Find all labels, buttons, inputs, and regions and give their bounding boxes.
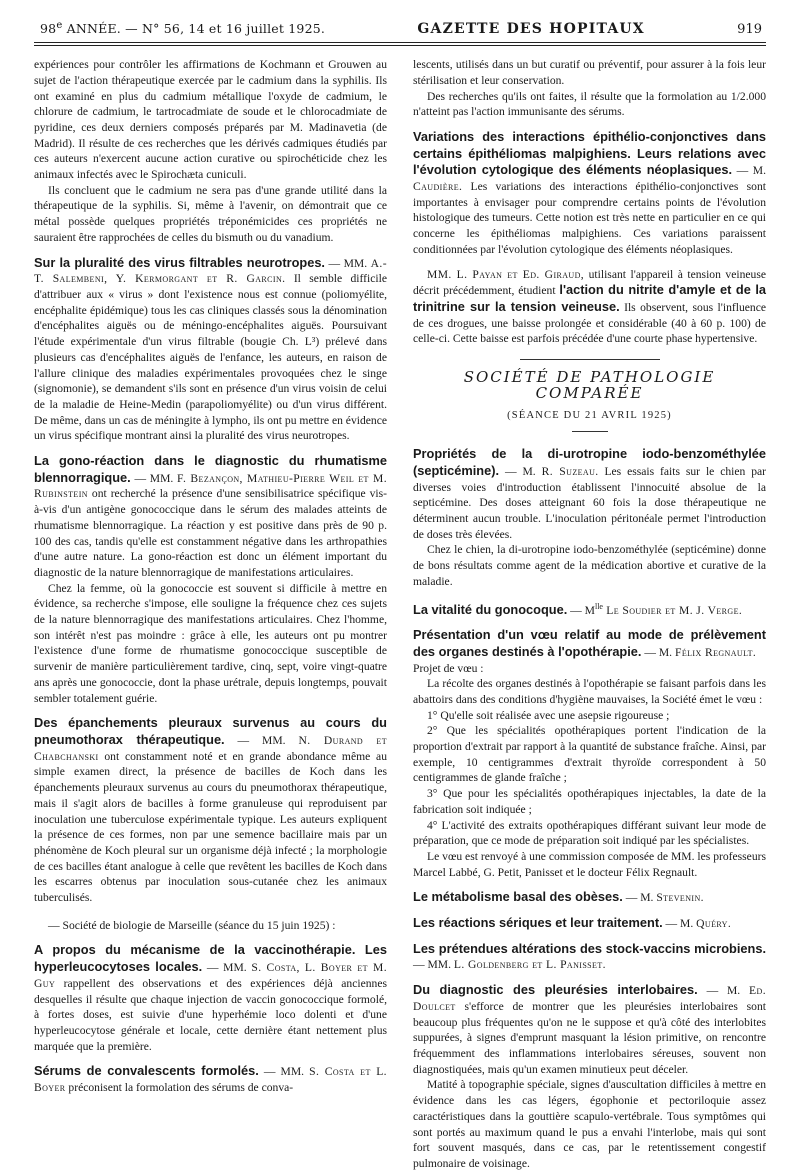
list-item: 3° Que pour les spécialités opothérapiques injectables, la date de la fabrication soit indiquée ; <box>413 787 766 816</box>
article-title: Des épanchements pleuraux survenus au cours du pneumothorax thérapeutique. <box>34 715 387 747</box>
article-authors: R. Suzeau. <box>541 464 599 478</box>
article-separator: — MM. <box>413 958 454 972</box>
article-authors: S. Costa, L. Boyer et M. Guy <box>34 961 387 990</box>
article-title: Variations des interactions épithélio-conjonctives dans certains épithéliomas malpighiens. Leurs relations avec l'évolution cytologique des éléments néoplasiques. <box>413 128 766 178</box>
article-authors: MM. L. Payan et Ed. Giraud, <box>427 267 585 281</box>
article-title: Le métabolisme basal des obèses. <box>413 889 623 905</box>
left-column <box>34 57 387 1171</box>
society-title: SOCIÉTÉ DE PATHOLOGIE COMPARÉE <box>463 368 716 402</box>
volume-suffix: e <box>56 20 63 31</box>
article <box>413 627 766 660</box>
article <box>34 1063 387 1095</box>
paragraph: lescents, utilisés dans un but curatif ou préventif, pour assurer à la fois leur stérilisation et leur conservation. <box>413 58 766 87</box>
article-separator: — MM. <box>258 1065 310 1079</box>
article-text: ont recherché la présence d'une sensibilisatrice spécifique vis-à-vis d'un antigène gonococcique dans le sérum des malades atteints de rhumatisme blennorragique. La réaction y est positive dans près de 90 p. 100 des cas, tandis qu'elle est constamment négative dans les arthropathies d'une autre nature. La gono-réaction est donc un élément important du diagnostic de la nature blennorragique de manifestations articulaires. <box>34 487 387 579</box>
article-authors: Le Soudier et M. J. Verge. <box>602 603 743 617</box>
society-note: — Société de biologie de Marseille (séance du 15 juin 1925) : <box>48 918 336 932</box>
article-title: A propos du mécanisme de la vaccinothérapie. Les hyperleucocytoses locales. <box>34 942 387 975</box>
session-date: (SÉANCE DU 21 AVRIL 1925) <box>507 409 672 421</box>
title-abbrev: lle <box>594 601 603 611</box>
article-text: s'efforce de montrer que les pleurésies interlobaires sont beaucoup plus fréquentes qu'on ne le suppose et qu'à côté des interlobites suppurées, à signes d'emprunt masquant la lésion primitive, on rencontre fréquemment des inflammations interlobaires séreuses, souvent non diagnostiquées, mais qu'un examen minutieux peut déceler. <box>413 999 766 1076</box>
article-text: ont constamment noté et en grande abondance même au simple examen direct, la présence de bacilles de Koch dans les épanchements pleuraux survenus au cours du pneumothorax thérapeutique, mais il s'agit alors de bacilles à forme granuleuse qui reproduisent par inoculation une tuberculose expérimentale typique. Les auteurs expliquent la présence de ces formes, non par une semence bacillaire mais par un phénomène de Koch pleural sur un organisme déjà infecté ; la morphologie de ces bacilles étant analogue à celle que revêtent les bacilles de Koch dans les escarres obtenus par inoculation sous-cutanée chez les animaux tuberculisés. <box>34 749 387 905</box>
article-separator: — M. <box>622 891 657 905</box>
article-authors: Quéry. <box>696 917 732 931</box>
article-authors: Stevenin. <box>656 891 704 905</box>
article-separator: — MM. <box>325 256 371 270</box>
article <box>413 889 766 906</box>
article <box>413 941 766 973</box>
article-separator: — MM. <box>130 471 178 485</box>
article <box>34 715 387 905</box>
paragraph: Des recherches qu'ils ont faites, il résulte que la formolation au 1/2.000 n'atteint pas l'action immunisante des sérums. <box>413 89 766 119</box>
short-divider <box>572 431 608 432</box>
paragraph: Chez le chien, la di-urotropine iodo-benzométhylée (septicémine) donne de bons résultats comme agent de la médication abortive et curative de la maladie. <box>413 543 766 588</box>
article-separator: — M. <box>732 164 766 178</box>
issue-line <box>40 20 325 36</box>
article-authors: Félix Regnault. <box>674 645 757 659</box>
article-title: Les prétendues altérations des stock-vaccins microbiens. <box>413 940 766 956</box>
paragraph: Ils concluent que le cadmium ne sera pas d'une grande utilité dans la thérapeutique de la syphilis. Si, même à l'avenir, on démontrait que ce métal possède quelques propriétés tréponémicides ces propriétés ne sauraient être rapprochées de celles du bismuth ou du vanadium. <box>34 183 387 244</box>
article-separator: — M <box>567 603 595 617</box>
article-title: Sur la pluralité des virus filtrables neurotropes. <box>34 254 325 270</box>
article <box>413 267 766 348</box>
article-separator: — MM. <box>202 961 252 975</box>
section-divider <box>520 359 660 360</box>
journal-title: GAZETTE DES HOPITAUX <box>417 21 645 38</box>
article <box>34 453 387 581</box>
article-authors: L. Goldenberg et L. Panisset. <box>453 958 606 972</box>
article-title: Présentation d'un vœu relatif au mode de prélèvement des organes destinés à l'opothérapie. <box>413 627 766 659</box>
article <box>413 982 766 1077</box>
list-item: 1° Qu'elle soit réalisée avec une asepsie rigoureuse ; <box>427 708 670 722</box>
article-authors: Ed. Doulcet <box>413 984 766 1013</box>
paragraph: Chez la femme, où la gonococcie est souvent si difficile à mettre en évidence, sa recherche s'impose, elle souligne la fréquence chez ces sujets de la nature blennorragique des manifestations articulaires. Chez l'homme, son intérêt n'est pas moindre : grâce à elle, les auteurs ont pu montrer l'existence d'une forme de rhumatisme gonococcique susceptible de survenir de manière particulièrement tardive, cinq, sept, voire vingt-quatre ans après une gonococcie, dont la phase urétrale, depuis longtemps, pouvait sembler totalement guérie. <box>34 581 387 705</box>
article-title: Propriétés de la di-urotropine iodo-benzométhylée (septicémine). <box>413 446 766 478</box>
article <box>413 446 766 542</box>
article-text: préconisent la formolation des sérums de conva- <box>65 1081 294 1095</box>
page-number: 919 <box>737 22 762 38</box>
paragraph: Projet de vœu : <box>413 661 484 675</box>
article <box>413 129 766 258</box>
page-header <box>34 20 766 43</box>
paragraph: expériences pour contrôler les affirmations de Kochmann et Grouwen au sujet de l'action thérapeutique exercée par le cadmium dans la syphilis. Ils ont examiné en plus du cadmium métallique l'oxyde de cadmium, le chlorure de cadmium, le tartrocadmiate de soude et le chlorocadmiate de pyridine, ces deux derniers composés préparés par M. Madinavetia (de Madrid). Il résulte de ces recherches que les dérivés cadmiques étudiés par ces auteurs n'exercent aucune action curative ou spirochéticide chez les animaux infectés avec le Spirochæta cuniculi. <box>34 58 387 182</box>
paragraph: Le vœu est renvoyé à une commission composée de MM. les professeurs Marcel Labbé, G. Petit, Panisset et le docteur Félix Regnault. <box>413 849 766 879</box>
article-title: Les réactions sériques et leur traitement. <box>413 915 663 931</box>
article-authors: F. Bezançon, Mathieu-Pierre Weil et M. Rubinstein <box>34 471 387 501</box>
paragraph: La récolte des organes destinés à l'opothérapie se faisant parfois dans les abattoirs dans des conditions d'hygiène mauvaises, la Société émet le vœu : <box>413 677 766 706</box>
article-separator: — M. <box>697 984 750 998</box>
list-item: 4° L'activité des extraits opothérapiques différant suivant leur mode de préparation, que ce mode de préparation soit indiqué par les spécialistes. <box>413 818 766 848</box>
article-title: La gono-réaction dans le diagnostic du rhumatisme blennorragique. <box>34 453 387 485</box>
article-separator: — M. <box>641 645 675 659</box>
paragraph: Matité à topographie spéciale, signes d'auscultation difficiles à mettre en évidence dans les cas légers, égophonie et pectoriloquie assez caractéristiques dans la gouttière scapulo-vertébrale. Tous symptômes qui sont portés au maximum quand le pus a envahi l'interlobe, mais qui sont fort souvent masqués, dans ce cas, par le retentissement congestif pulmonaire de voisinage. <box>413 1078 766 1170</box>
list-item: 2° Que les spécialités opothérapiques portent l'indication de la proportion d'extrait par rapport à la quantité de substance fraîche. Ainsi, par exemple, 10 centigrammes d'extrait thyroïde correspondent à 50 centigrammes de glande fraîche ; <box>413 724 766 785</box>
article-title: La vitalité du gonocoque. <box>413 601 568 617</box>
volume-number: 98 <box>40 21 57 37</box>
volume-label: ANNÉE. — N° 56, 14 et 16 juillet 1925. <box>66 21 326 37</box>
right-column <box>413 57 766 1171</box>
article-text: Les essais faits sur le chien par diverses voies d'introduction établissent l'innocuité absolue de la septicémine. Des doses atteignant 60 fois la dose thérapeutique ne déterminent aucun trouble. L'inoculation péritonéale permet l'introduction de doses très élevées. <box>413 464 767 541</box>
article-title: Du diagnostic des pleurésies interlobaires. <box>413 982 698 998</box>
article-authors: Caudière. <box>413 180 463 194</box>
article <box>413 915 766 932</box>
article-authors: A.-T. Salembeni, Y. Kermorgant et R. Garcin. <box>34 256 387 286</box>
article <box>34 942 387 1054</box>
article-text: utilisant l'appareil à tension veineuse décrit précédemment, étudient <box>413 267 766 298</box>
article-separator: — M. <box>662 917 697 931</box>
article-separator: — M. <box>499 464 542 478</box>
article-authors: N. Durand et Chabchanski <box>34 733 388 763</box>
article-text: Les variations des interactions épithélio-conjonctives sont importantes à envisager pour comprendre certains points de l'évolution histologique des tumeurs. Cette notion est très nette en particulier en ce qui concerne les épithéliomas malpighiens. Ces variations paraissent conditionnées par l'évolution cytologique des éléments néoplasiques. <box>413 180 766 256</box>
article <box>34 255 387 444</box>
article-text: Il semble difficile d'attribuer aux « virus » dont l'existence nous est connue (poliomyélite, encéphalite épidémique) tous les cas cliniques classés sous la dénomination d'encéphalites aiguës ou de méningo-encéphalites aiguës. Poursuivant l'étude expérimentale d'un virus filtrable (bougie Ch. L³) prélevé dans plusieurs cas d'encéphalites aiguës de l'enfance, les auteurs, en raison de l'allure clinique des maladies expérimentales provoquées chez le singe (signomonie), se demandent s'ils sont en présence d'un virus voisin de celui de la maladie de Heine-Medin (parapoliomyélite) ou d'un virus différent. De même, dans un cas de méningite à lympho, ils ont pu mettre en évidence un virus spécifique montrant ainsi la pluralité des virus neurotropes. <box>34 272 387 443</box>
article-authors: S. Costa et L. Boyer <box>34 1065 387 1095</box>
article-text: Ils observent, sous l'influence de ces drogues, une baisse prolongée et considérable (40 à 60 p. 100) de celle-ci. Cette baisse est parfois précédée d'une courte phase hypertensive. <box>413 301 766 346</box>
article <box>413 599 766 619</box>
article-text: rappellent des observations et des expériences déjà anciennes desquelles il résulte que chaque injection de vaccin gonococcique formolé, à fortes doses, est suivie d'une hyperhémie loco dolenti et d'une hyperleucocytose générale et locale, cette dernière étant nettement plus marquée que la première. <box>34 976 387 1053</box>
article-separator: — MM. <box>224 733 299 747</box>
article-title: l'action du nitrite d'amyle et de la trinitrine sur la tension veineuse. <box>413 282 766 314</box>
two-column-body <box>34 57 766 1171</box>
article-title: Sérums de convalescents formolés. <box>34 1063 259 1079</box>
